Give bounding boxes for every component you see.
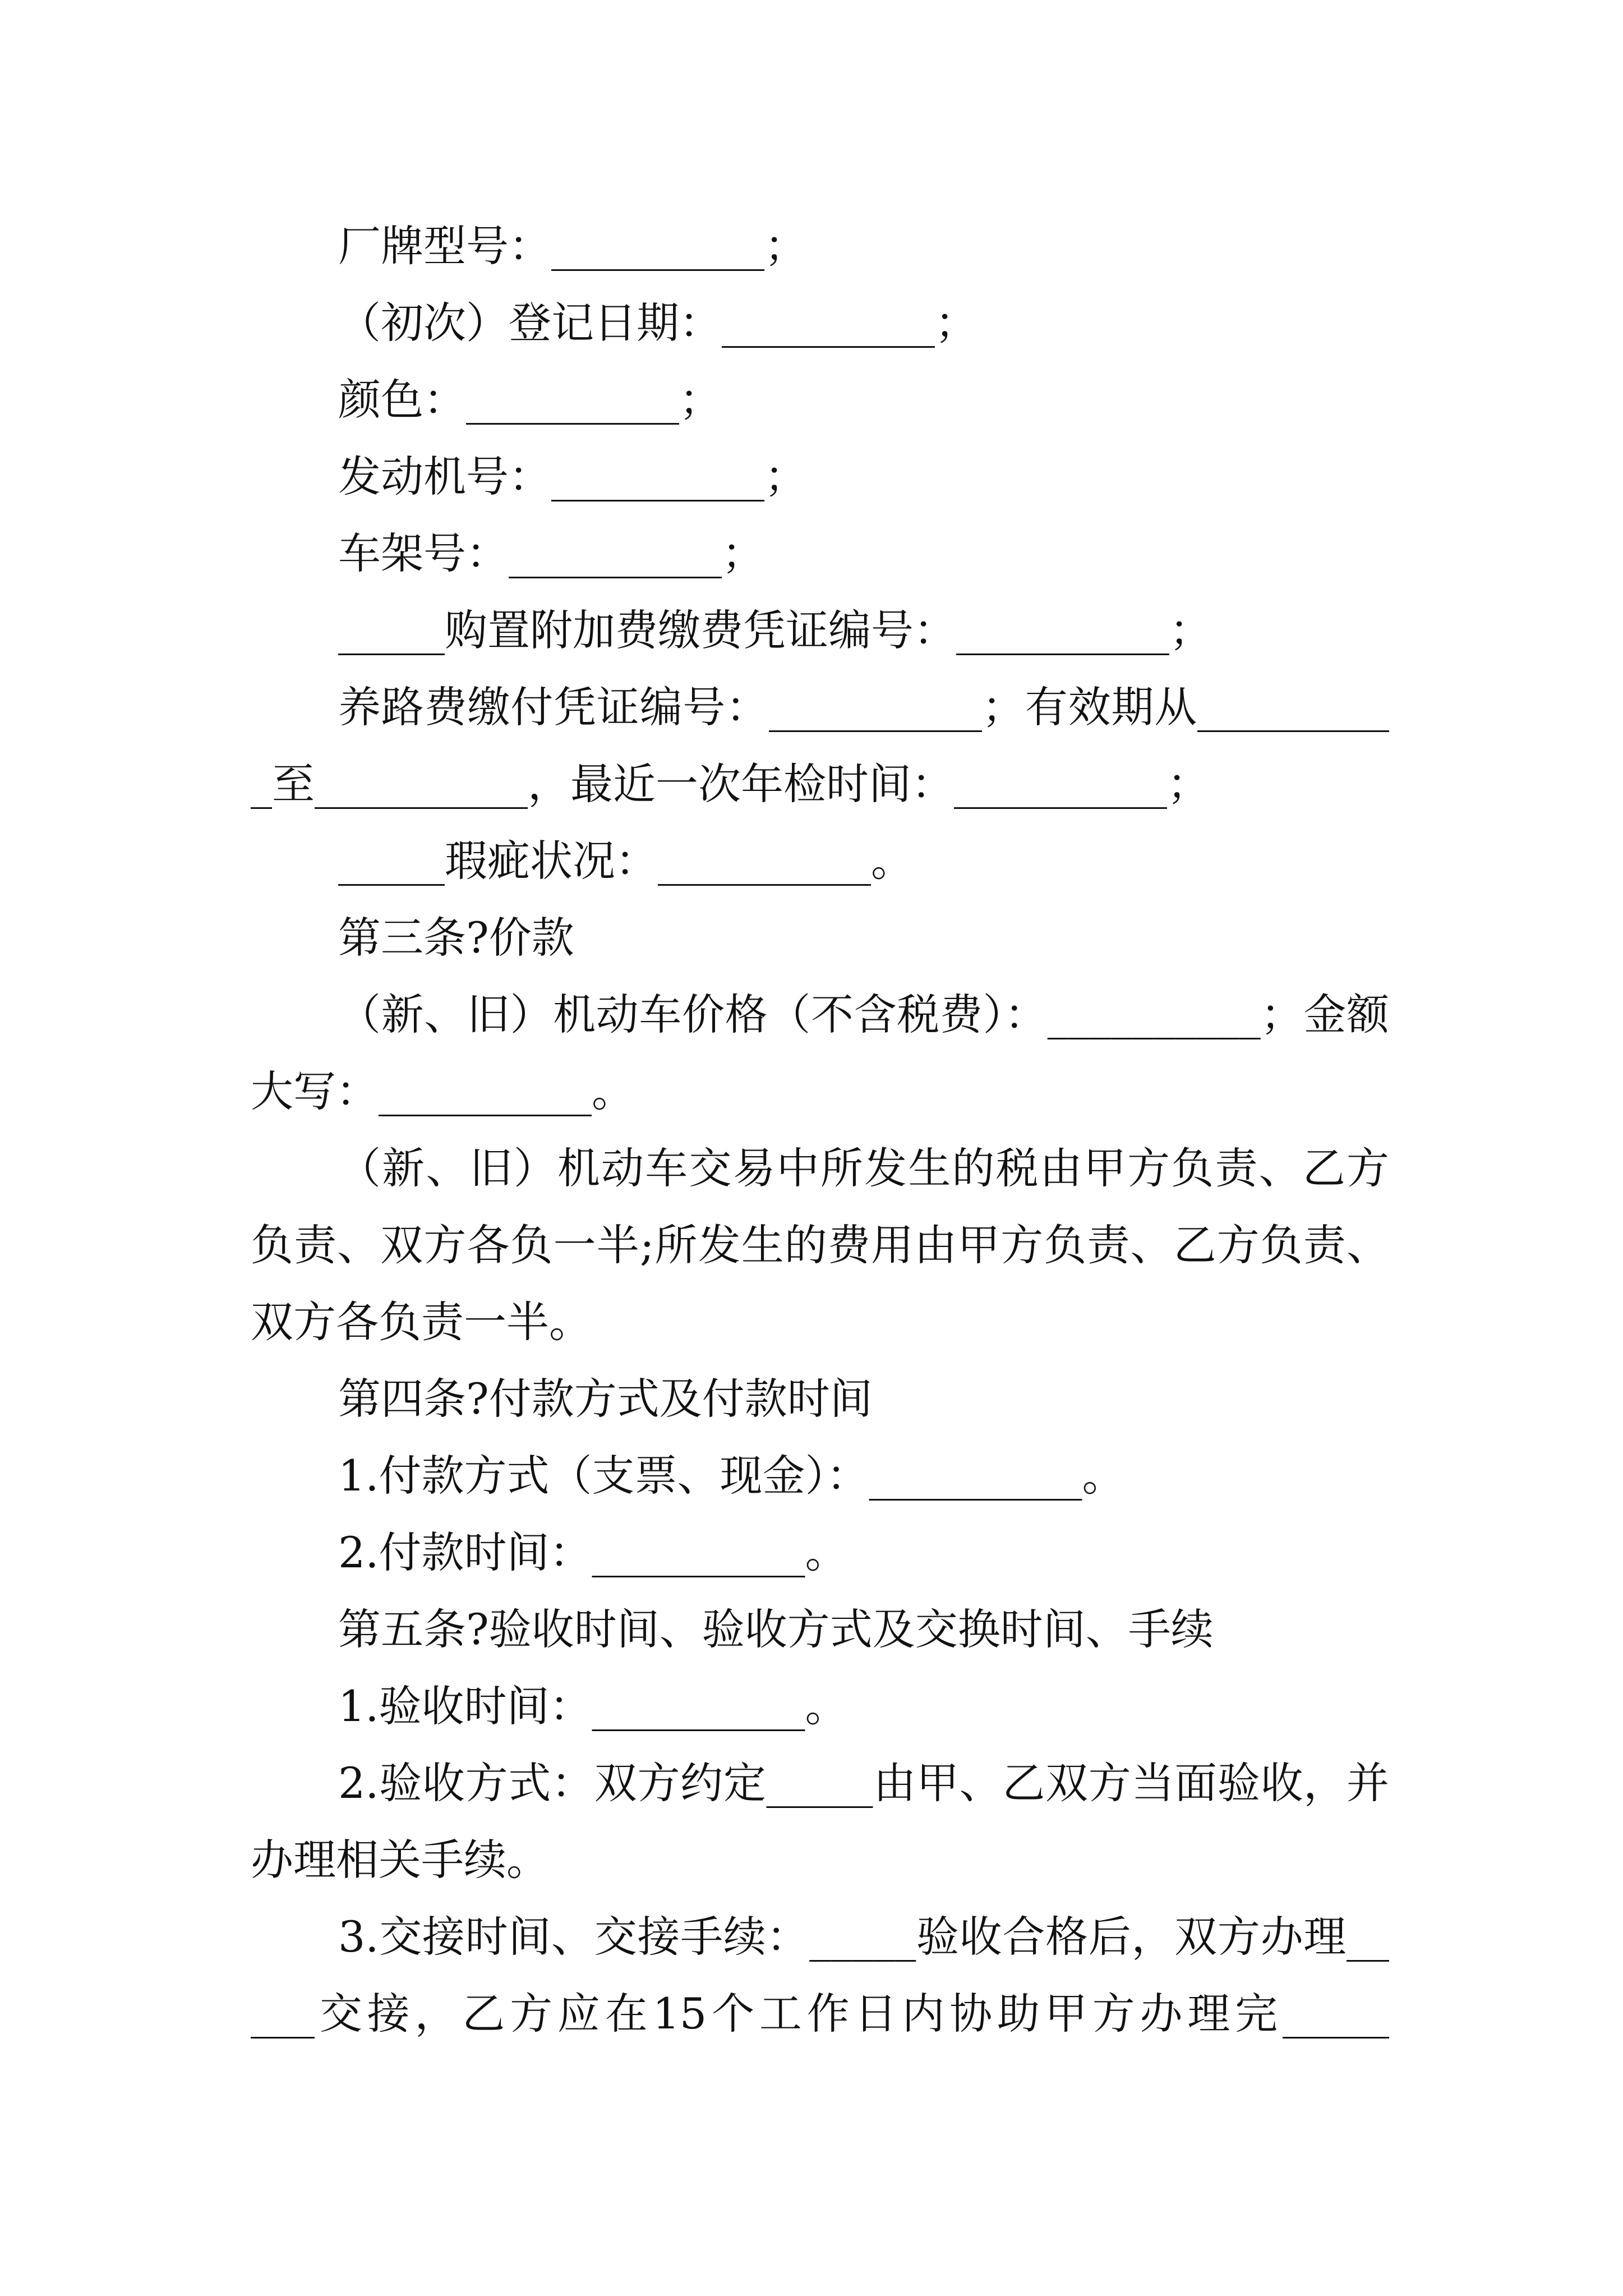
paragraph-defect-status: _____瑕疵状况：__________。 (338, 836, 914, 886)
paragraph-road-maintenance-fee: 养路费缴付凭证编号：__________；有效期从__________至__________，最近一次年检时间：__________； (251, 682, 1389, 809)
paragraph-vehicle-price: （新、旧）机动车价格（不含税费）：__________；金额大写：__________。 (251, 990, 1389, 1116)
paragraph-engine-number: 发动机号：__________； (338, 452, 807, 501)
paragraph-payment-time: 2.付款时间：__________。 (338, 1527, 848, 1577)
paragraph-tax-and-fees: （新、旧）机动车交易中所发生的税由甲方负责、乙方负责、双方各负一半;所发生的费用由甲方负责、乙方负责、双方各负责一半。 (251, 1143, 1389, 1347)
paragraph-payment-method: 1.付款方式（支票、现金）：__________。 (338, 1451, 1125, 1501)
paragraph-color: 颜色：__________； (338, 375, 722, 425)
heading-article-five: 第五条?验收时间、验收方式及交换时间、手续 (338, 1604, 1214, 1654)
heading-article-three: 第三条?价款 (338, 913, 574, 963)
paragraph-registration-date: （初次）登记日期：__________； (338, 298, 978, 348)
paragraph-purchase-surcharge-receipt: _____购置附加费缴费凭证编号：__________； (338, 605, 1212, 655)
document-body (251, 208, 1389, 2052)
paragraph-inspection-time: 1.验收时间：__________。 (338, 1681, 848, 1731)
paragraph-handover: 3.交接时间、交接手续：_____验收合格后，双方办理_____交接，乙方应在15个工作日内协助甲方办理完_____ (251, 1912, 1389, 2039)
paragraph-inspection-method: 2.验收方式：双方约定_____由甲、乙双方当面验收，并办理相关手续。 (251, 1758, 1389, 1885)
paragraph-brand-model: 厂牌型号：__________； (338, 221, 807, 271)
paragraph-frame-number: 车架号：__________； (338, 528, 764, 578)
heading-article-four: 第四条?付款方式及付款时间 (338, 1374, 873, 1424)
